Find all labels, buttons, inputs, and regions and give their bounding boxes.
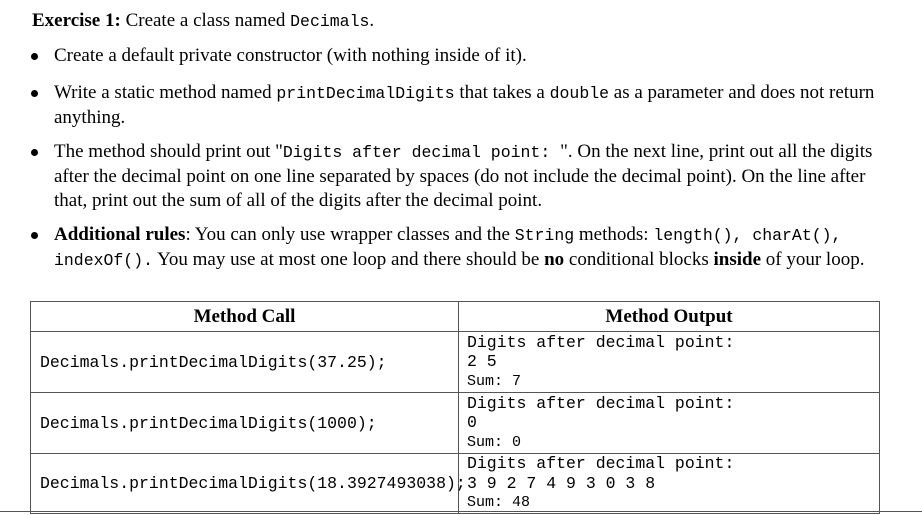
table-header-row xyxy=(31,302,880,332)
header-method-output: Method Output xyxy=(459,302,880,332)
bullet-text: methods: xyxy=(574,224,654,245)
list-item xyxy=(0,81,900,130)
output-line: Sum: 7 xyxy=(467,372,522,390)
heading-classname: Decimals xyxy=(290,12,370,31)
list-item xyxy=(0,44,900,68)
table-row xyxy=(31,332,880,393)
output-line: 2 5 xyxy=(467,352,497,372)
bullet-text: that takes a xyxy=(454,82,550,103)
emphasis-inside: inside xyxy=(713,249,762,270)
requirements-list xyxy=(0,44,900,273)
output-line: 3 9 2 7 4 9 3 0 3 8 xyxy=(467,473,656,493)
bullet-text: of your loop. xyxy=(761,249,865,270)
header-method-call: Method Call xyxy=(31,302,459,332)
table-row xyxy=(31,393,880,454)
output-line: Sum: 48 xyxy=(467,494,531,511)
output-line: 0 xyxy=(467,413,477,433)
method-call-cell: Decimals.printDecimalDigits(18.3927493038); xyxy=(31,454,459,514)
bullet-constructor-text: Create a default private constructor (with nothing inside of it). xyxy=(54,45,527,66)
method-call-cell: Decimals.printDecimalDigits(1000); xyxy=(31,393,459,454)
bullet-text: : You can only use wrapper classes and the xyxy=(185,224,515,245)
examples-table xyxy=(30,301,880,514)
method-output-cell xyxy=(459,454,880,514)
method-output-cell xyxy=(459,332,880,393)
exercise-label: Exercise 1: xyxy=(32,10,121,31)
bullet-text: conditional blocks xyxy=(564,249,714,270)
code-method-name: printDecimalDigits xyxy=(276,84,455,103)
output-line: Sum: 0 xyxy=(467,433,522,451)
table-row xyxy=(31,454,880,514)
bullet-text: Write a static method named xyxy=(54,82,277,103)
bullet-text: ". On the next line, print out all the digits after the decimal point on one line separated by spaces (do not include the decimal point). On the line after that, print out the sum of all of the digits after the decimal point. xyxy=(54,141,873,211)
output-line: Digits after decimal point: xyxy=(467,393,735,413)
heading-text: Create a class named xyxy=(120,10,291,31)
additional-rules-label: Additional rules xyxy=(54,224,186,245)
code-type: double xyxy=(549,84,610,103)
code-output-string: Digits after decimal point: xyxy=(282,143,561,162)
exercise-heading xyxy=(32,8,374,35)
code-methods: length(), charAt(), indexOf(). xyxy=(54,226,842,270)
output-line: Digits after decimal point: xyxy=(467,454,735,473)
bullet-text: The method should print out " xyxy=(54,141,283,162)
code-string-class: String xyxy=(514,226,575,245)
method-call-cell: Decimals.printDecimalDigits(37.25); xyxy=(31,332,459,393)
bullet-text: You may use at most one loop and there should be xyxy=(153,249,545,270)
output-line: Digits after decimal point: xyxy=(467,332,735,352)
list-item xyxy=(0,140,900,213)
bullet-text: as a parameter and does not return anything. xyxy=(54,82,875,128)
bottom-border xyxy=(0,511,922,512)
list-item xyxy=(0,223,900,273)
heading-end: . xyxy=(369,10,375,31)
emphasis-no: no xyxy=(544,249,565,270)
method-output-cell xyxy=(459,393,880,454)
